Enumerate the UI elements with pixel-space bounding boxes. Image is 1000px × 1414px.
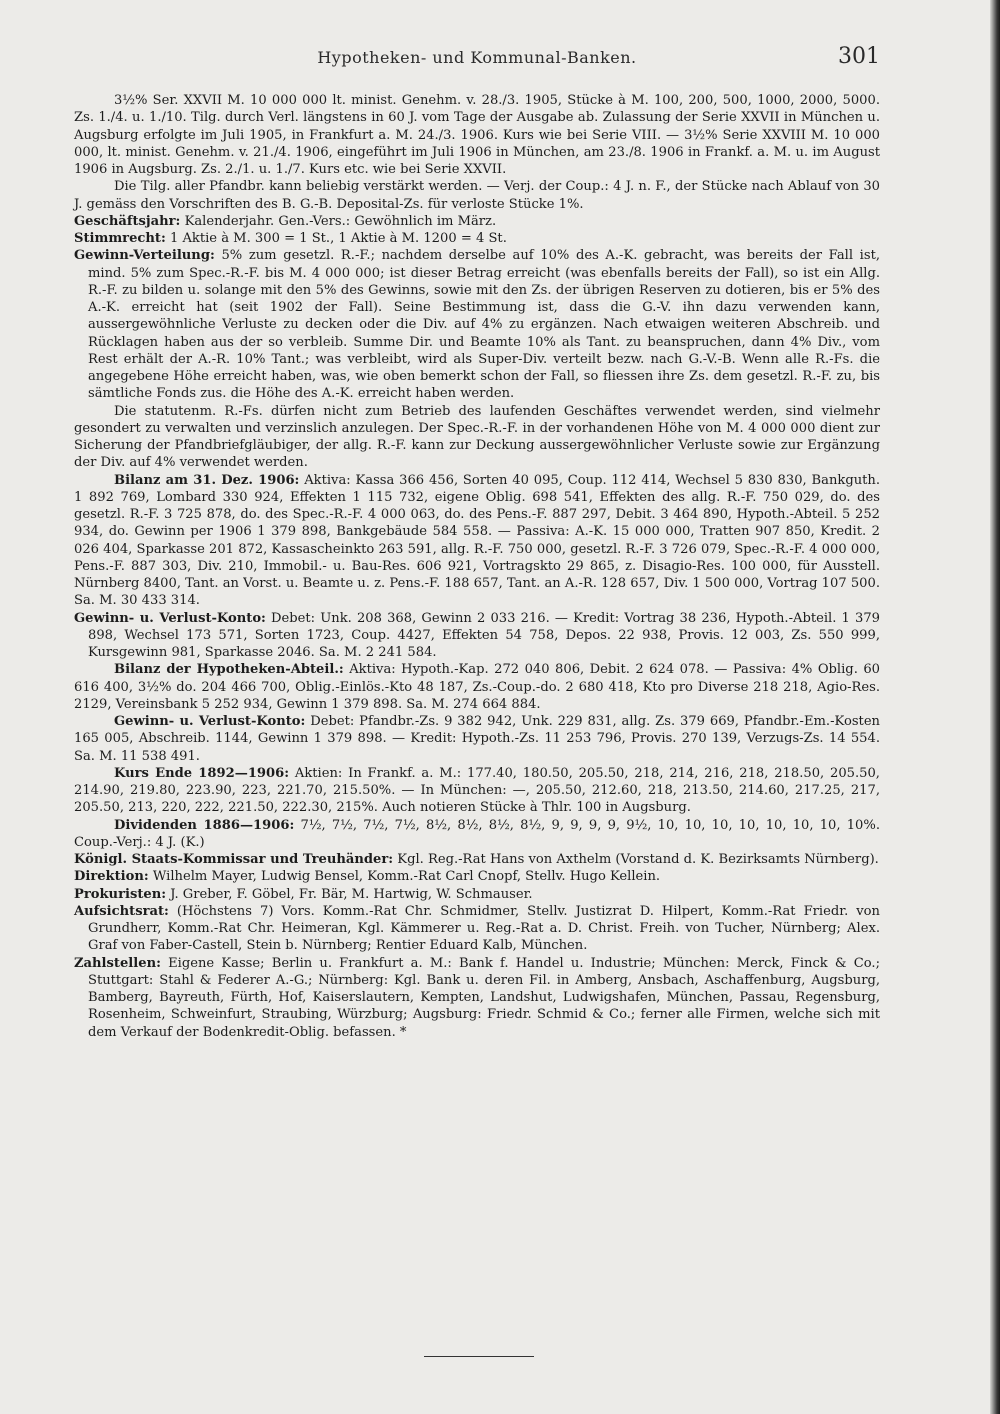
running-title: Hypotheken- und Kommunal-Banken. xyxy=(317,48,637,67)
label-gewinn-verlust-hypotheken: Gewinn- u. Verlust-Konto: xyxy=(114,714,306,729)
label-direktion: Direktion: xyxy=(74,869,149,885)
paragraph-gewinn-verlust-hypotheken: Gewinn- u. Verlust-Konto: Debet: Pfandbr.-Zs. 9 382 942, Unk. 229 831, allg. Zs. 379 669, Pfandbr.-Em.-Kosten 165 005, Abschreib. 1144, Gewinn 1 379 898. — Kredit: Hypoth.-Zs. 11 253 796, Provis. 270 139, Verzugs-Zs. 14 554. Sa. M. 11 538 491. xyxy=(74,714,880,764)
paragraph-direktion: Direktion: Wilhelm Mayer, Ludwig Bensel, Komm.-Rat Carl Cnopf, Stellv. Hugo Kellein. xyxy=(74,869,661,885)
paragraph-bilanz-hypotheken: Bilanz der Hypotheken-Abteil.: Aktiva: Hypoth.-Kap. 272 040 806, Debit. 2 624 078. — Passiva: 4% Oblig. 60 616 400, 3½% do. 204 466 700, Oblig.-Einlös.-Kto 48 187, Zs.-Coup.-do. 2 680 418, Kto pro Diverse 218 218, Agio-Res. 2129, Vereinsbank 5 252 934, Gewinn 1 379 898. Sa. M. 274 664 884. xyxy=(74,662,880,712)
paragraph-stimmrecht: Stimmrecht: 1 Aktie à M. 300 = 1 St., 1 Aktie à M. 1200 = 4 St. xyxy=(74,231,507,246)
paragraph-gewinn-verteilung: Gewinn-Verteilung: 5% zum gesetzl. R.-F.; nachdem derselbe auf 10% des A.-K. gebracht, was bereits der Fall ist, mind. 5% zum Spec.-R.-F. bis M. 4 000 000; ist dieser Betrag erreicht (was ebenfalls bereits der Fall), so ist ein Allg. R.-F. zu bilden u. solange mit den 5% des Gewinns, sowie mit den Zs. der übrigen Reserven zu dotieren, bis er 5% des A.-K. erreicht hat (seit 1902 der Fall). Seine Bestimmung ist, dass die G.-V. ihn dazu verwenden kann, aussergewöhnliche Verluste zu decken oder die Div. auf 4% zu ergänzen. Nach etwaigen weiteren Abschreib. und Rücklagen haben aus der so verbleib. Summe Dir. und Beamte 10% als Tant. zu beanspruchen, dann 4% Div., vom Rest erhält der A.-R. 10% Tant.; was verbleibt, wird als Super-Div. verteilt bezw. nach G.-V.-B. Wenn alle R.-Fs. die angegebene Höhe erreicht haben, was, wie oben bemerkt schon der Fall, so fliessen ihre Zs. dem gesetzl. R.-F. zu, bis sämtliche Fonds zus. die Höhe des A.-K. erreicht haben werden. xyxy=(74,248,880,402)
paragraph-prokuristen: Prokuristen: J. Greber, F. Göbel, Fr. Bär, M. Hartwig, W. Schmauser. xyxy=(74,886,533,902)
paragraph-staatskommissar: Königl. Staats-Kommissar und Treuhänder: Kgl. Reg.-Rat Hans von Axthelm (Vorstand d. K. Bezirksamts Nürnberg). xyxy=(74,852,879,867)
page-body xyxy=(74,92,880,1041)
label-prokuristen: Prokuristen: xyxy=(74,886,167,902)
label-aufsichtsrat: Aufsichtsrat: xyxy=(74,903,169,919)
label-dividenden: Dividenden 1886—1906: xyxy=(114,817,295,833)
paragraph-dividenden: Dividenden 1886—1906: 7½, 7½, 7½, 7½, 8½, 8½, 8½, 8½, 9, 9, 9, 9, 9½, 10, 10, 10, 10, 10, 10, 10, 10%. Coup.-Verj.: 4 J. (K.) xyxy=(74,817,880,850)
paragraph-zahlstellen: Zahlstellen: Eigene Kasse; Berlin u. Frankfurt a. M.: Bank f. Handel u. Industrie; München: Merck, Finck & Co.; Stuttgart: Stahl & Federer A.-G.; Nürnberg: Kgl. Bank u. deren Fil. in Amberg, Ansbach, Aschaffenburg, Augsburg, Bamberg, Bayreuth, Fürth, Hof, Kaiserslautern, Kempten, Landshut, Ludwigshafen, München, Passau, Regensburg, Rosenheim, Schweinfurt, Straubing, Würzburg; Augsburg: Friedr. Schmid & Co.; ferner alle Firmen, welche sich mit dem Verkauf der Bodenkredit-Oblig. befassen. * xyxy=(74,955,880,1040)
page-number: 301 xyxy=(838,44,880,69)
label-gewinn-verlust-bank: Gewinn- u. Verlust-Konto: xyxy=(74,610,266,626)
paragraph-aufsichtsrat: Aufsichtsrat: (Höchstens 7) Vors. Komm.-Rat Chr. Schmidmer, Stellv. Justizrat D. Hilpert, Komm.-Rat Friedr. von Grundherr, Komm.-Rat Chr. Heimeran, Kgl. Kämmerer u. Reg.-Rat a. D. Christ. Freih. von Tucher, Nürnberg; Alex. Graf von Faber-Castell, Stein b. Nürnberg; Rentier Eduard Kalb, München. xyxy=(74,903,880,954)
paragraph-kurs: Kurs Ende 1892—1906: Aktien: In Frankf. a. M.: 177.40, 180.50, 205.50, 218, 214, 216, 218, 218.50, 205.50, 214.90, 219.80, 223.90, 223, 221.70, 215.50%. — In München: —, 205.50, 212.60, 218, 213.50, 214.60, 217.25, 217, 205.50, 213, 220, 222, 221.50, 222.30, 215%. Auch notieren Stücke à Thlr. 100 in Augsburg. xyxy=(74,765,880,816)
label-zahlstellen: Zahlstellen: xyxy=(74,955,161,971)
label-bilanz-1906: Bilanz am 31. Dez. 1906: xyxy=(114,472,300,488)
paragraph-geschaeftsjahr: Geschäftsjahr: Kalenderjahr. Gen.-Vers.: Gewöhnlich im März. xyxy=(74,213,497,229)
label-stimmrecht: Stimmrecht: xyxy=(74,231,166,246)
label-kurs: Kurs Ende 1892—1906: xyxy=(114,765,290,781)
paragraph-reservefonds: Die statutenm. R.-Fs. dürfen nicht zum Betrieb des laufenden Geschäftes verwendet werden, sind vielmehr gesondert zu verwalten und verzinslich anzulegen. Der Spec.-R.-F. in der vorhandenen Höhe von M. 4 000 000 dient zur Sicherung der Pfandbriefgläubiger, der allg. R.-F. kann zur Deckung aussergewöhnlicher Verluste sowie zur Ergänzung der Div. auf 4% verwendet werden. xyxy=(74,403,880,471)
label-bilanz-hypotheken: Bilanz der Hypotheken-Abteil.: xyxy=(114,662,344,678)
paragraph-serie-xxvii: 3½% Ser. XXVII M. 10 000 000 lt. minist. Genehm. v. 28./3. 1905, Stücke à M. 100, 200, 500, 1000, 2000, 5000. Zs. 1./4. u. 1./10. Tilg. durch Verl. längstens in 60 J. vom Tage der Ausgabe ab. Zulassung der Serie XXVII in München u. Augsburg erfolgte im Juli 1905, in Frankfurt a. M. 24./3. 1906. Kurs wie bei Serie VIII. — 3½% Serie XXVIII M. 10 000 000, lt. minist. Genehm. v. 21./4. 1906, eingeführt im Juli 1906 in München, am 23./8. 1906 in Frankf. a. M. u. im August 1906 in Augsburg. Zs. 2./1. u. 1./7. Kurs etc. wie bei Serie XXVII. xyxy=(74,93,880,177)
paragraph-gewinn-verlust-bank: Gewinn- u. Verlust-Konto: Debet: Unk. 208 368, Gewinn 2 033 216. — Kredit: Vortrag 38 236, Hypoth.-Abteil. 1 379 898, Wechsel 173 571, Sorten 1723, Coup. 4427, Effekten 54 758, Depos. 22 938, Provis. 12 003, Zs. 550 999, Kursgewinn 981, Sparkasse 2046. Sa. M. 2 241 584. xyxy=(74,610,880,660)
label-gewinn-verteilung: Gewinn-Verteilung: xyxy=(74,248,215,264)
label-staatskommissar: Königl. Staats-Kommissar und Treuhänder: xyxy=(74,852,394,867)
paragraph-bilanz-1906: Bilanz am 31. Dez. 1906: Aktiva: Kassa 366 456, Sorten 40 095, Coup. 112 414, Wechsel 5 830 830, Bankguth. 1 892 769, Lombard 330 924, Effekten 1 115 732, eigene Oblig. 698 541, Effekten des allg. R.-F. 750 029, do. des gesetzl. R.-F. 3 725 878, do. des Spec.-R.-F. 4 000 063, do. des Pens.-F. 887 297, Debit. 3 464 890, Hypoth.-Abteil. 5 252 934, do. Gewinn per 1906 1 379 898, Bankgebäude 584 558. — Passiva: A.-K. 15 000 000, Tratten 907 850, Kredit. 2 026 404, Sparkasse 201 872, Kassascheinkto 263 591, allg. R.-F. 750 000, gesetzl. R.-F. 3 726 079, Spec.-R.-F. 4 000 000, Pens.-F. 887 303, Div. 210, Immobil.- u. Bau-Res. 606 921, Vortragskto 29 865, z. Disagio-Res. 100 000, für Ausstell. Nürnberg 8400, Tant. an Vorst. u. Beamte u. z. Pens.-F. 188 657, Tant. an A.-R. 128 657, Div. 1 500 000, Vortrag 107 500. Sa. M. 30 433 314. xyxy=(74,472,880,609)
page-header xyxy=(74,44,880,78)
page-edge-shadow xyxy=(990,0,1000,1414)
footer-divider xyxy=(424,1356,534,1357)
paragraph-tilgung: Die Tilg. aller Pfandbr. kann beliebig verstärkt werden. — Verj. der Coup.: 4 J. n. F., der Stücke nach Ablauf von 30 J. gemäss den Vorschriften des B. G.-B. Deposital-Zs. für verloste Stücke 1%. xyxy=(74,179,880,212)
label-geschaeftsjahr: Geschäftsjahr: xyxy=(74,213,181,229)
